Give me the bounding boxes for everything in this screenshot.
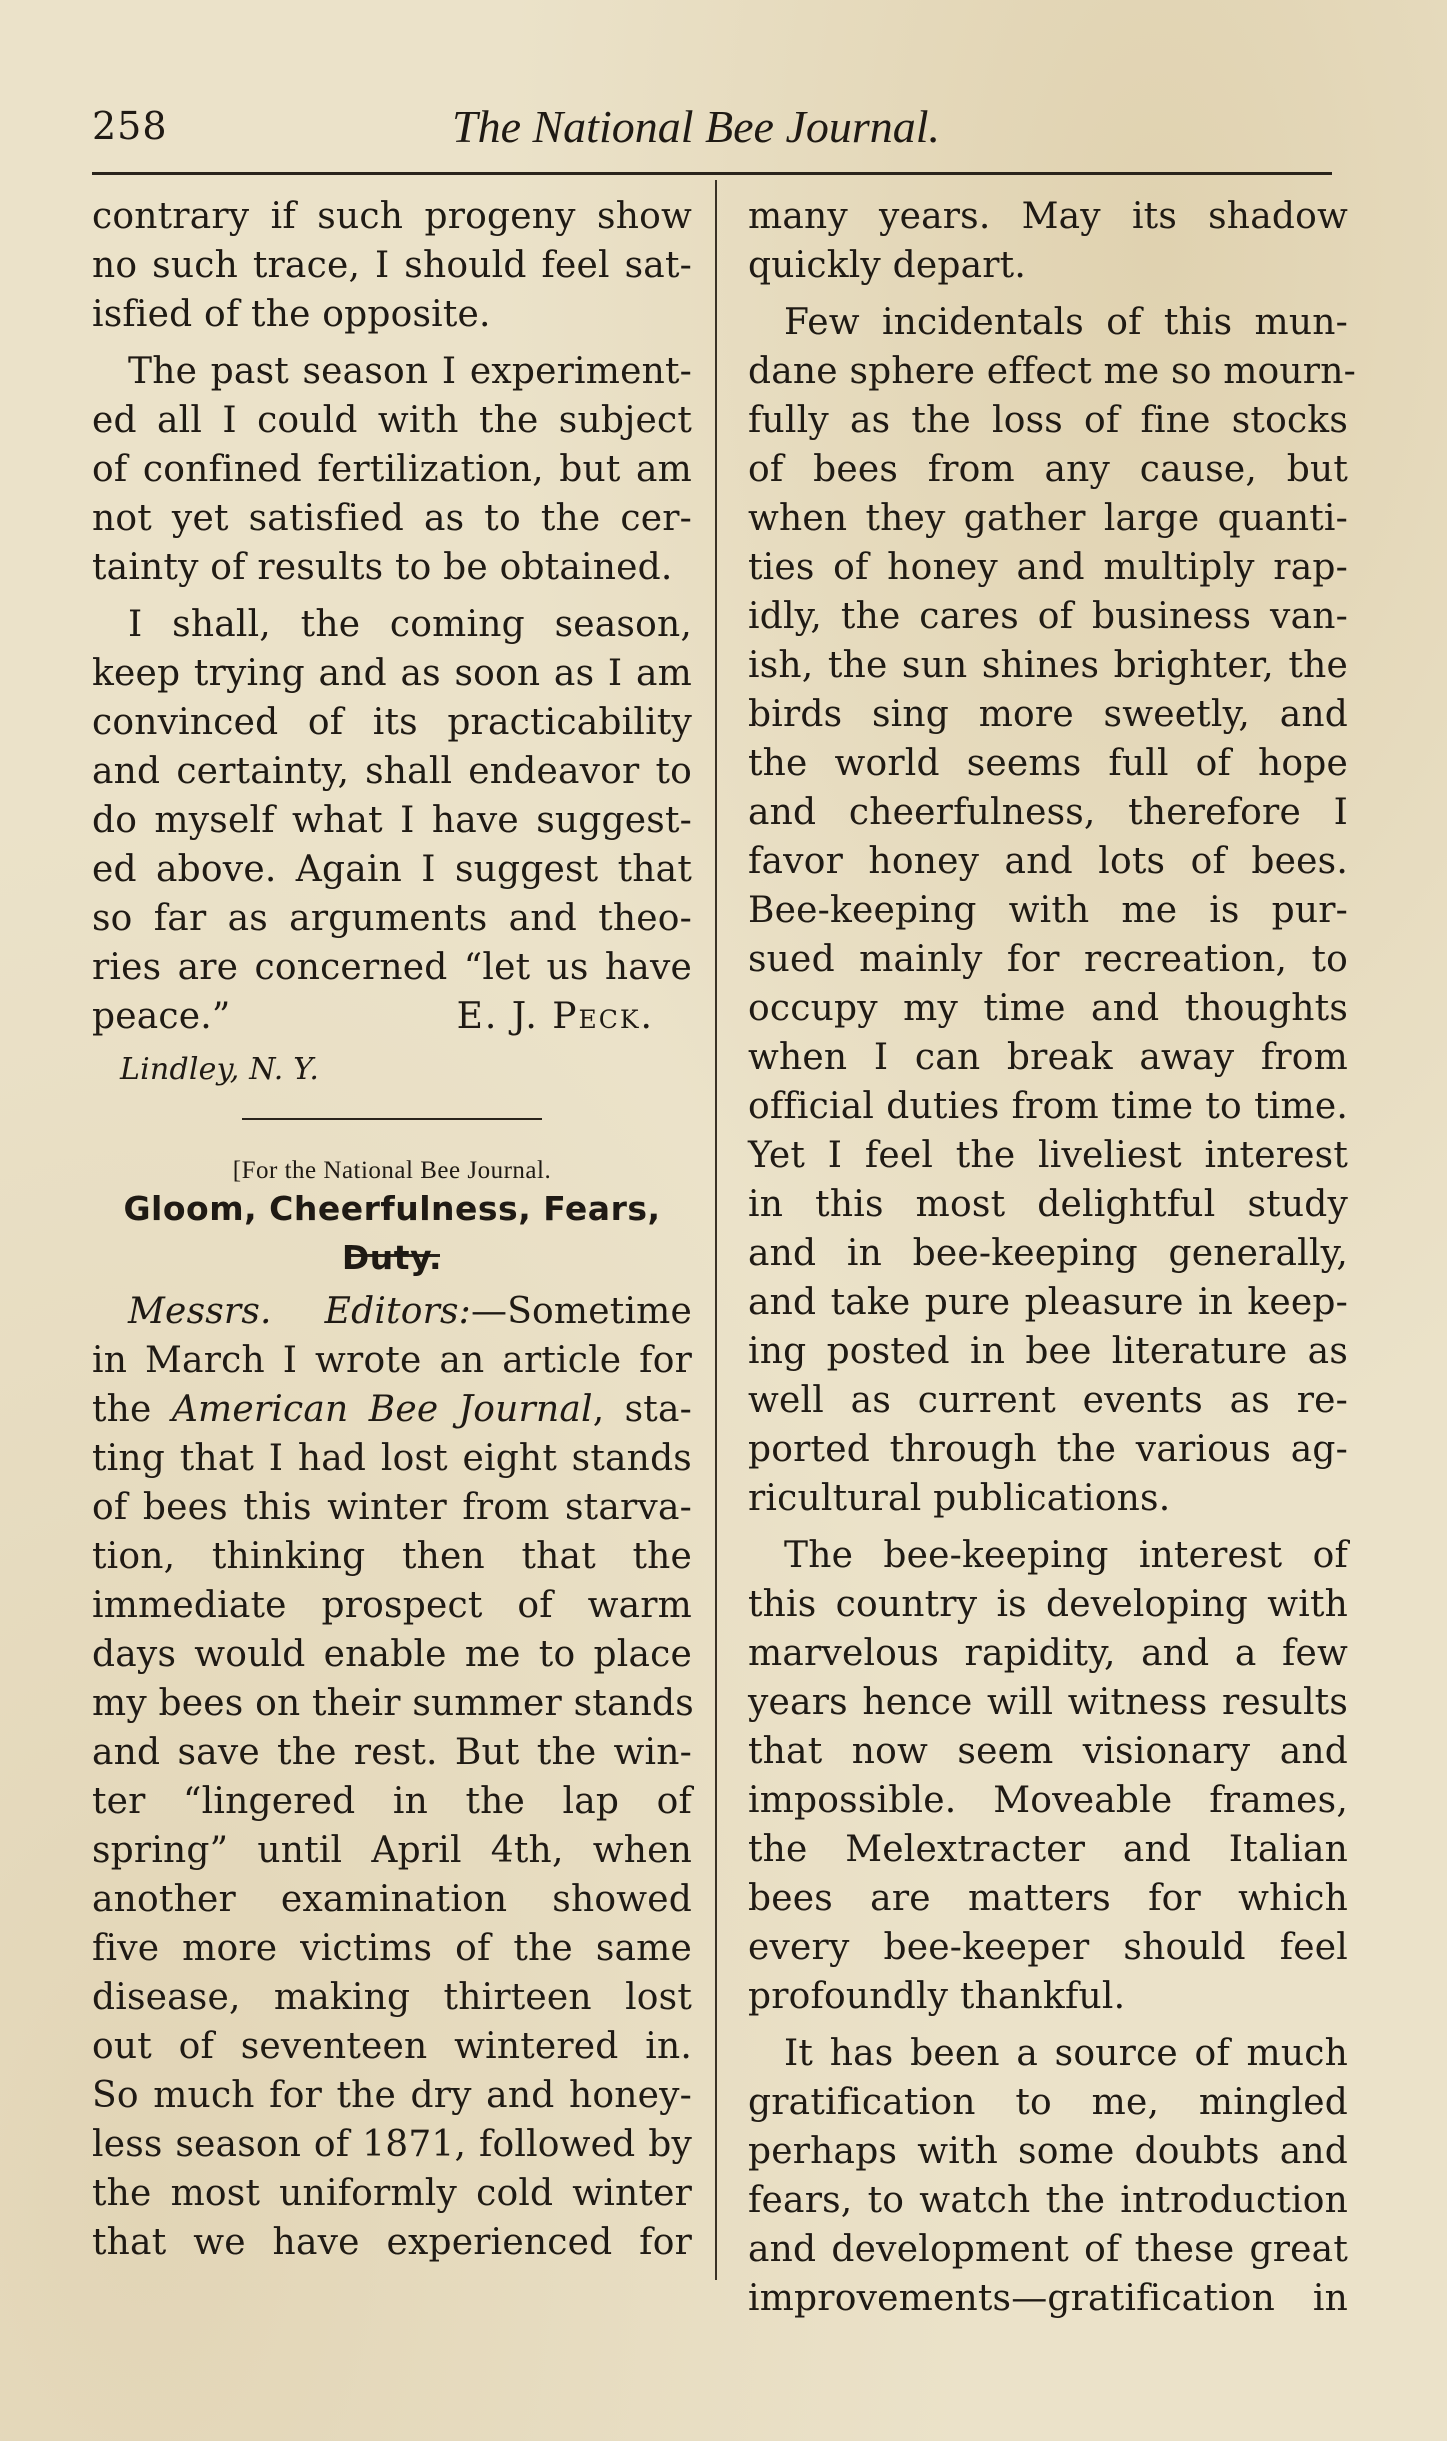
text-line: ries are concerned “let us have	[92, 947, 692, 988]
text-line: The bee-keeping interest of	[784, 1535, 1348, 1576]
text-line: idly, the cares of business van-	[748, 596, 1348, 637]
text-line: out of seventeen wintered in.	[92, 2026, 692, 2067]
author-signature: E. J. Peck.	[456, 996, 654, 1037]
text-line: Few incidentals of this mun-	[784, 302, 1348, 343]
text-line: that now seem visionary and	[748, 1731, 1348, 1772]
text-line: fears, to watch the introduction	[748, 2180, 1348, 2221]
text-line: and certainty, shall endeavor to	[92, 751, 692, 792]
text-line: The past season I experiment-	[128, 351, 692, 392]
text-line: my bees on their summer stands	[92, 1683, 694, 1724]
text-line: ter “lingered in the lap of	[92, 1781, 692, 1822]
text-line: bees are matters for which	[748, 1878, 1348, 1919]
text-line: dane sphere effect me so mourn-	[748, 351, 1356, 392]
text-line: ricultural publications.	[748, 1478, 1171, 1519]
text-line	[92, 1385, 692, 1434]
paragraph	[92, 1287, 692, 2267]
article-title: Gloom, Cheerfulness, Fears, Duty.	[123, 1189, 661, 1277]
author-place: Lindley, N. Y.	[120, 1052, 320, 1087]
text-line: marvelous rapidity, and a few	[748, 1633, 1348, 1674]
text-line: gratification to me, mingled	[748, 2082, 1348, 2123]
section-rule	[242, 1118, 542, 1120]
text-line	[92, 1287, 692, 1336]
text-line: less season of 1871, followed by	[92, 2124, 692, 2165]
text-line: no such trace, I should feel sat-	[92, 245, 692, 286]
text-line: tainty of results to be obtained.	[92, 547, 673, 588]
text-line: the world seems full of hope	[748, 743, 1348, 784]
text-line: of bees this winter from starva-	[92, 1487, 692, 1528]
text-line: the Melextracter and Italian	[748, 1829, 1348, 1870]
text-line: disease, making thirteen lost	[92, 1977, 692, 2018]
running-title: The National Bee Journal.	[452, 101, 941, 152]
paragraph	[748, 1531, 1348, 2021]
column-divider	[715, 180, 717, 2280]
paragraph	[92, 347, 692, 592]
text-line: keep trying and as soon as I am	[92, 653, 692, 694]
text-line: birds sing more sweetly, and	[748, 694, 1348, 735]
text-line: and cheerfulness, therefore I	[748, 792, 1348, 833]
paragraph	[92, 600, 692, 1041]
text-line: improvements—gratification in	[748, 2278, 1348, 2319]
text-line: It has been a source of much	[784, 2033, 1348, 2074]
text-line: ting that I had lost eight stands	[92, 1438, 692, 1479]
page-number: 258	[92, 104, 168, 148]
text-line: spring” until April 4th, when	[92, 1830, 692, 1871]
text-line: official duties from time to time.	[748, 1086, 1348, 1127]
text-line: of confined fertilization, but am	[92, 449, 692, 490]
text-line: when they gather large quanti-	[748, 498, 1348, 539]
paragraph	[92, 192, 692, 339]
salutation: Messrs. Editors:	[128, 1291, 471, 1332]
left-column	[92, 192, 692, 2267]
text-line: another examination showed	[92, 1879, 692, 1920]
closing-word: peace.”	[92, 996, 231, 1037]
text-line: and save the rest. But the win-	[92, 1732, 692, 1773]
text-line: five more victims of the same	[92, 1928, 692, 1969]
text-fragment: , sta-	[592, 1389, 692, 1430]
text-line: and in bee-keeping generally,	[748, 1233, 1348, 1274]
text-line: many years. May its shadow	[748, 196, 1348, 237]
paragraph	[748, 298, 1356, 1523]
text-line: well as current events as re-	[748, 1380, 1348, 1421]
text-line: Yet I feel the liveliest interest	[748, 1135, 1348, 1176]
text-line: favor honey and lots of bees.	[748, 841, 1348, 882]
text-line: ported through the various ag-	[748, 1429, 1348, 1470]
text-line: fully as the loss of fine stocks	[748, 400, 1348, 441]
text-line: every bee-keeper should feel	[748, 1927, 1348, 1968]
text-line: ed above. Again I suggest that	[92, 849, 692, 890]
text-line: do myself what I have suggest-	[92, 800, 692, 841]
article-credit: [For the National Bee Journal.	[232, 1157, 552, 1184]
text-fragment: the	[92, 1389, 172, 1430]
signature-line	[92, 992, 692, 1041]
text-line: not yet satisfied as to the cer-	[92, 498, 692, 539]
text-line: years hence will witness results	[748, 1682, 1348, 1723]
text-line: I shall, the coming season,	[128, 604, 692, 645]
text-line: ing posted in bee literature as	[748, 1331, 1348, 1372]
text-line: days would enable me to place	[92, 1634, 692, 1675]
text-line: of bees from any cause, but	[748, 449, 1348, 490]
paragraph	[748, 2029, 1348, 2323]
text-line: in March I wrote an article for	[92, 1340, 692, 1381]
text-line: occupy my time and thoughts	[748, 988, 1348, 1029]
page-header	[92, 96, 1332, 156]
text-line: that we have experienced for	[92, 2222, 692, 2263]
text-line: tion, thinking then that the	[92, 1536, 692, 1577]
text-line: profoundly thankful.	[748, 1976, 1126, 2017]
journal-name: American Bee Journal	[171, 1389, 593, 1430]
text-line: and development of these great	[748, 2229, 1348, 2270]
text-line: impossible. Moveable frames,	[748, 1780, 1348, 1821]
header-rule	[92, 172, 1332, 175]
text-line: isfied of the opposite.	[92, 294, 491, 335]
text-line: ed all I could with the subject	[92, 400, 692, 441]
text-line: immediate prospect of warm	[92, 1585, 692, 1626]
text-line: convinced of its practicability	[92, 702, 692, 743]
text-line: perhaps with some doubts and	[748, 2131, 1348, 2172]
text-line: in this most delightful study	[748, 1184, 1348, 1225]
right-column	[748, 192, 1356, 2323]
text-line: ish, the sun shines brighter, the	[748, 645, 1348, 686]
text-fragment: —Sometime	[471, 1291, 692, 1332]
text-line: when I can break away from	[748, 1037, 1348, 1078]
text-line: So much for the dry and honey-	[92, 2075, 692, 2116]
text-line: this country is developing with	[748, 1584, 1348, 1625]
text-line: contrary if such progeny show	[92, 196, 692, 237]
text-line: ties of honey and multiply rap-	[748, 547, 1348, 588]
text-line: so far as arguments and theo-	[92, 898, 692, 939]
text-line: sued mainly for recreation, to	[748, 939, 1348, 980]
paragraph	[748, 192, 1348, 290]
text-line: the most uniformly cold winter	[92, 2173, 692, 2214]
text-line: Bee-keeping with me is pur-	[748, 890, 1348, 931]
text-line: quickly depart.	[748, 245, 1026, 286]
text-line: and take pure pleasure in keep-	[748, 1282, 1348, 1323]
